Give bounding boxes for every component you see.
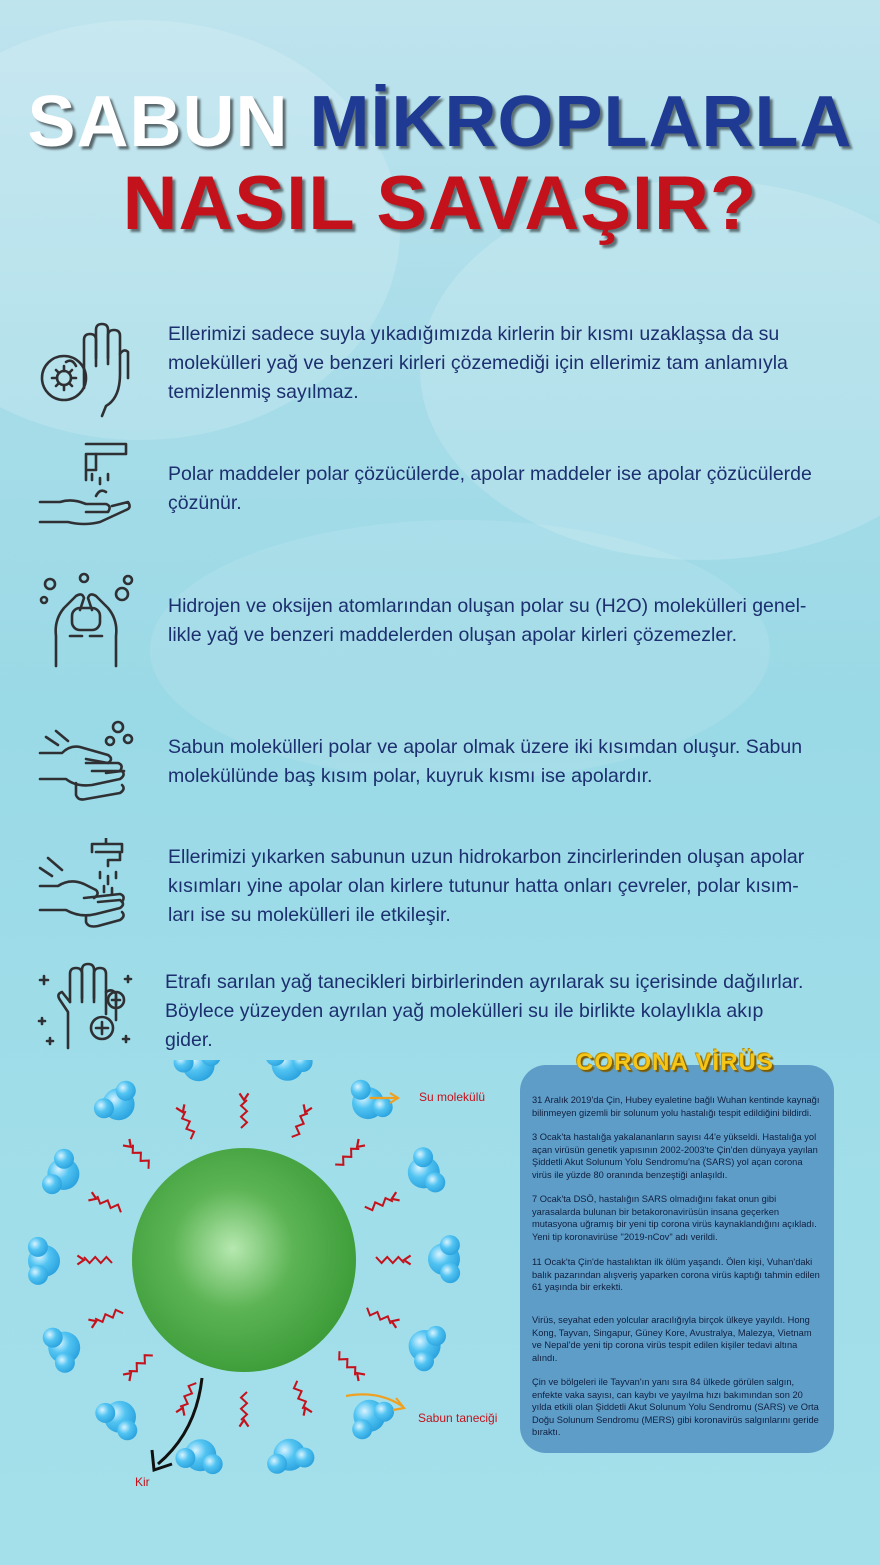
water-molecule [408,1147,446,1192]
soap-molecule-head [240,1420,249,1427]
corona-title: CORONA VİRÜS [576,1049,774,1076]
soap-molecule-tail [95,1310,123,1322]
water-molecule [409,1326,446,1371]
corona-paragraph-1: 31 Aralık 2019'da Çin, Hubey eyaletine bağlı Wuhan kentinde kaynağı bilinmeyen gizemli bir solunum yolu hastalığı tespit edildiğini bildirdi. [532,1095,820,1118]
water-atom [351,1080,371,1100]
soap-micelle-diagram [0,1060,520,1500]
step-text-4: Sabun molekülleri polar ve apolar olmak üzere iki kısımdan oluşur. Sabun molekülünde baş kısım polar, kuyruk kısmı ise apolardır. [168,736,803,787]
hands-faucet-icon [36,838,136,938]
water-molecule [428,1235,460,1283]
soap-molecule-tail [241,1392,247,1420]
hands-soap-icon [36,570,136,670]
water-molecule [43,1328,80,1373]
step-text-5: Ellerimizi yıkarken sabunun uzun hidrokarbon zincirlerinden oluşan apolar kısımları yine apolar olan kirlere tutunur hatta onları çevreler, polar kısım-ları ise su molekülleri ile etkileşir. [168,846,805,926]
water-molecule [174,1060,221,1081]
soap-molecule-head [123,1373,131,1381]
corona-paragraph-5: Virüs, seyahat eden yolcular aracılığıyla birçok ülkeye yayıldı. Hong Kong, Tayvan, Singapur, Güney Kore, Avustralya, Malezya, Vietnam ve Nepal'de yeni tip corona virüs tespit edilen kişiler tedavi altına alındı. [532,1315,812,1363]
soap-molecule-head [123,1139,131,1147]
soap-molecule-tail [294,1381,306,1409]
title-word-blue: MİKROPLARLA [309,82,853,162]
water-atom [28,1265,48,1285]
soap-molecule-tail [365,1198,393,1210]
corona-paragraph-2: 3 Ocak'ta hastalığa yakalananların sayısı 44'e yükseldi. Hastalığa yol açan virüsün genetik yapısının 2002-2003'te Çin'den dünyaya yayılan Şiddetli Akut Solunum Yolu Sendromu'na (SARS) yol açan corona virüs ile yüzde 80 oranında benzeştiği anlaşıldı. [532,1132,818,1180]
water-atom [54,1149,74,1169]
water-atom [352,1419,372,1439]
soap-molecule-head [176,1104,184,1112]
soap-molecule-tail [129,1355,153,1371]
soap-molecule-head [240,1093,249,1100]
soap-molecule-head [392,1192,400,1200]
title-line-2: NASIL SAVAŞIR? [122,161,758,246]
corona-paragraph-6: Çin ve bölgeleri ile Tayvan'ın yanı sıra 84 ülkede görülen salgın, enfekte vaka sayısı, can kaybı ve yayılma hızı bakımından son 20 yılda etkili olan Şiddetli Akut Solunum Yolu Sendromu (SARS) ve Orta Doğu Solunum Sendromu (MERS) gibi koronavirüs salgınlarını geride bıraktı. [532,1377,819,1438]
water-atom [440,1263,460,1283]
soap-particle-label: Sabun taneciği [418,1411,498,1425]
water-molecule [267,1439,314,1474]
water-atom [55,1353,75,1373]
water-atom [42,1174,62,1194]
step-text-2: Polar maddeler polar çözücülerde, apolar maddeler ise apolar çözücülerde çözünür. [168,463,812,514]
corona-paragraph-4: 11 Ocak'ta Çin'de hastalıktan ilk ölüm yaşandı. Ölen kişi, Vuhan'daki balık pazarından alışveriş yaparken corona virüs kaptığı tahmin edilen 61 yaşında bir erkekti. [532,1257,820,1293]
step-text-1: Ellerimizi sadece suyla yıkadığımızda kirlerin bir kısmı uzaklaşsa da su molekülleri yağ ve benzeri kirleri çözemediği için ellerimiz tam anlamıyla temizlenmiş sayılmaz. [168,323,788,403]
soap-molecule-head [77,1256,84,1265]
soap-molecule-head [404,1256,411,1265]
water-atom [413,1147,433,1167]
water-atom [116,1081,136,1101]
soap-molecule-head [357,1373,365,1381]
water-atom [203,1454,223,1474]
hand-virus-icon [36,318,136,418]
soap-molecule-head [357,1139,365,1147]
water-molecule [352,1400,394,1440]
water-atom [294,1448,314,1468]
water-atom [425,1172,445,1192]
soap-molecule-head [304,1104,312,1112]
soap-molecule-head [176,1408,184,1416]
water-molecule [42,1149,79,1194]
water-atom [28,1237,48,1257]
dirt-sphere [132,1148,356,1372]
soap-molecule-tail [339,1351,355,1375]
water-atom [414,1351,434,1371]
soap-molecule-head [304,1408,312,1416]
soap-molecule-tail [241,1100,247,1128]
step-text-3: Hidrojen ve oksijen atomlarından oluşan polar su (H2O) molekülleri genel-likle yağ ve benzeri maddelerden oluşan apolar kirleri çözemezler. [168,595,807,646]
soap-molecule-tail [133,1145,149,1169]
water-molecule [28,1237,60,1285]
water-atom [43,1328,63,1348]
step-text-6: Etrafı sarılan yağ tanecikleri birbirlerinden ayrılarak su içerisinde dağılırlar. Böylece yüzeyden ayrılan yağ molekülleri su ile birlikte kolaylıkla akıp gider. [165,971,804,1051]
water-molecule [95,1401,137,1440]
water-molecule-label: Su molekülü [419,1090,486,1104]
water-atom [426,1326,446,1346]
water-atom [373,1097,393,1117]
soap-molecule-head [392,1320,400,1328]
soap-molecule-head [88,1192,96,1200]
soap-molecule-tail [335,1149,359,1165]
title-line-1 [0,82,880,162]
water-atom [117,1420,137,1440]
soap-molecule-head [88,1320,96,1328]
clean-hand-sparkle-icon [36,962,136,1062]
water-atom [440,1235,460,1255]
water-atom [267,1454,287,1474]
water-molecule [351,1080,393,1119]
soap-molecule-tail [367,1308,391,1324]
soap-molecule-tail [180,1383,196,1407]
soap-molecule-tail [84,1257,112,1263]
water-molecule [265,1060,312,1081]
dirt-label: Kir [135,1475,150,1489]
soap-molecule-tail [376,1257,404,1263]
corona-paragraph-3: 7 Ocak'ta DSÖ, hastalığın SARS olmadığını fakat onun gibi yarasalarda bulunan bir betakoronavirüsün insana geçerken mutasyona uğramış bir yeni tip corona virüs kaynaklandığını açıkladı. Yeni tip koronavirüse "2019-nCov" adı verildi. [532,1194,817,1242]
water-molecule [94,1081,136,1121]
water-atom [175,1448,195,1468]
soap-molecule-tail [182,1111,194,1139]
hands-rubbing-icon [36,713,136,813]
soap-dispenser-hand-icon [36,440,136,540]
water-atom [374,1402,394,1422]
water-molecule [175,1439,222,1474]
water-atom [95,1403,115,1423]
soap-molecule-tail [97,1196,121,1212]
title-word-white: SABUN [27,82,289,162]
water-atom [94,1098,114,1118]
soap-molecule-tail [292,1113,308,1137]
